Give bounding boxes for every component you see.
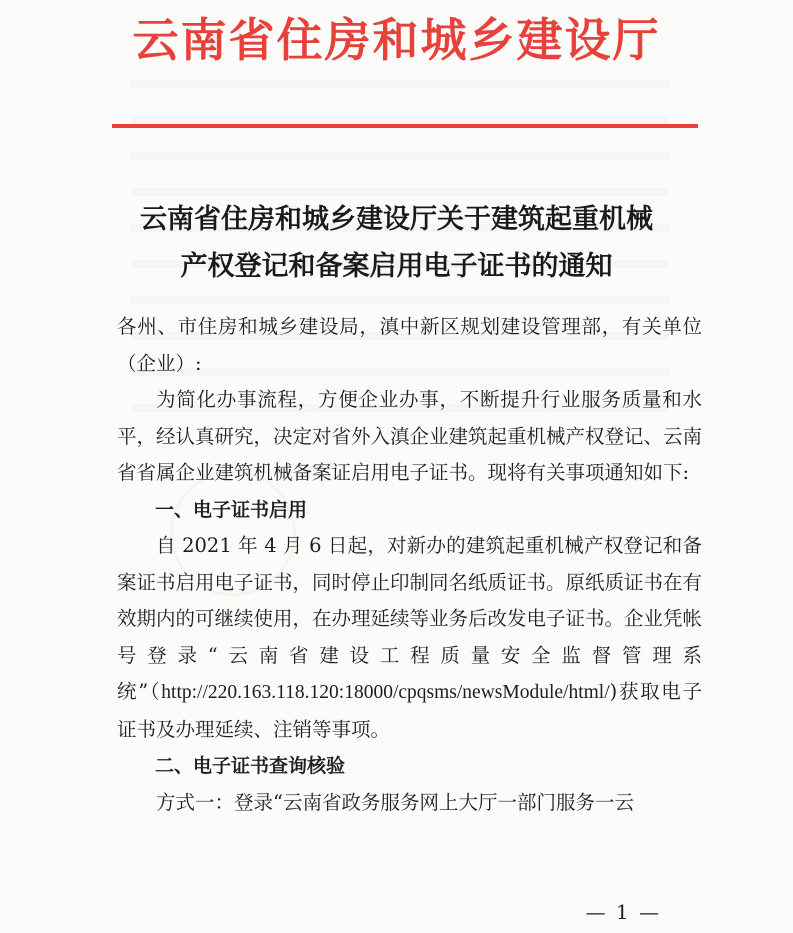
section-2-heading: 二、电子证书查询核验	[155, 755, 346, 777]
red-divider	[112, 124, 698, 128]
section-1-text-end: )获取电子证书及办理延续、注销等事项。	[117, 680, 702, 741]
document-title	[0, 196, 793, 290]
title-line-2: 产权登记和备案启用电子证书的通知	[180, 251, 613, 282]
masthead: 云南省住房和城乡建设厅	[132, 13, 661, 67]
section-1-text: 自 2021 年 4 月 6 日起，对新办的建筑起重机械产权登记和备案证书启用电子证书，同时停止印制同名纸质证书。原纸质证书在有效期内的可继续使用，在办理延续等业务后改发电子证书。企业凭帐号登录“云南省建设工程质量安全监督管理系统”（	[117, 534, 703, 703]
page-number: — 1 —	[585, 900, 661, 924]
document-body	[117, 309, 702, 821]
system-url: http://220.163.118.120:18000/cpqsms/newsModule/html/	[161, 682, 610, 703]
addressee: 各州、市住房和城乡建设局，滇中新区规划建设管理部，有关单位（企业）:	[117, 315, 702, 375]
section-1-paragraph	[117, 528, 702, 748]
intro-paragraph: 为简化办事流程，方便企业办事，不断提升行业服务质量和水平，经认真研究，决定对省外入滇企业建筑起重机械产权登记、云南省省属企业建筑机械备案证启用电子证书。现将有关事项通知如下:	[117, 388, 703, 484]
section-2-paragraph: 方式一：登录“云南省政务服务网上大厅一部门服务一云	[156, 790, 634, 814]
section-1-heading: 一、电子证书启用	[155, 498, 308, 521]
title-line-1: 云南省住房和城乡建设厅关于建筑起重机械	[140, 204, 653, 235]
